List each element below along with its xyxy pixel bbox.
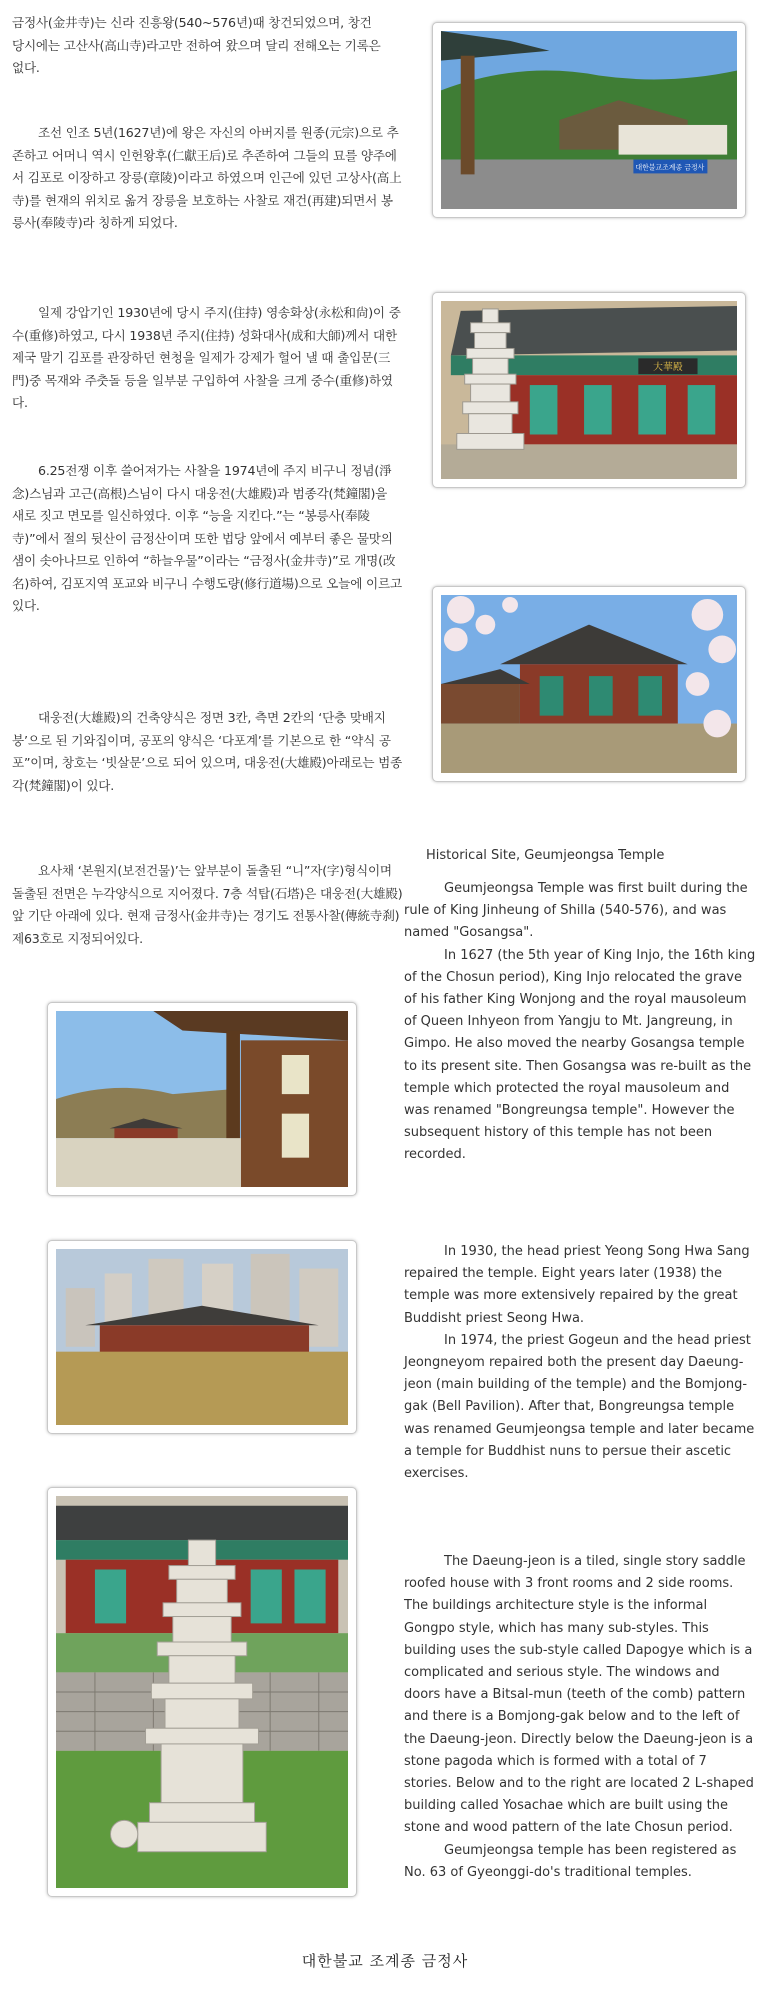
english-paragraph: In 1974, the priest Gogeun and the head priest Jeongneyom repaired both the present day Daeung-jeon (main building of the temple) and the Bomjong-gak (Bell Pavilion). After that, Bongreungsa temple was renamed Geumjeongsa temple and later became a temple for Buddhist nuns to persue their ascetic exercises. — [404, 1332, 755, 1482]
photo-side-building — [47, 1002, 357, 1196]
korean-paragraph-5: 대웅전(大雄殿)의 건축양식은 정면 3칸, 측면 2칸의 ‘단층 맞배지붕’으로 된 기와집이며, 공포의 양식은 ‘다포계’를 기본으로 한 “약식 공포”이며, 창호는 ‘빗살문’으로 되어 있으며, 대웅전(大雄殿)아래로는 범종각(梵鐘閣)이 있다. — [12, 710, 403, 793]
photo-stone-pagoda — [47, 1487, 357, 1897]
english-block-1 — [404, 878, 756, 1167]
photo-hall-blossoms — [432, 586, 746, 782]
gate-sign-text: 대한불교조계종 금정사 — [635, 163, 705, 172]
photo-temple-gate — [432, 22, 746, 218]
korean-paragraph-2: 조선 인조 5년(1627년)에 왕은 자신의 아버지를 원종(元宗)으로 추존하고 어머니 역시 인헌왕후(仁獻王后)로 추존하여 그들의 묘를 양주에서 김포로 이장하고 장릉(章陵)이라고 하였으며 인근에 있던 고상사(高上寺)를 현재의 위치로 옮겨 장릉을 보호하는 사찰로 재건(再建)되면서 봉릉사(奉陵寺)라 칭하게 되었다. — [12, 125, 402, 230]
korean-paragraph-3: 일제 강압기인 1930년에 당시 주지(住持) 영송화상(永松和尙)이 중수(重修)하였고, 다시 1938년 주지(住持) 성화대사(成和大師)께서 대한제국 말기 김포를 관장하던 현청을 일제가 강제가 헐어 낼 때 출입문(三門)중 목재와 주춧돌 등을 일부분 구입하여 사찰을 크게 중수(重修)하였다. — [12, 305, 401, 410]
hall-signboard-text: 大華殿 — [653, 362, 683, 374]
english-paragraph: In 1627 (the 5th year of King Injo, the 16th king of the Chosun period), King Injo relocated the grave of his father King Wonjong and the royal mausoleum of Queen Inhyeon from Yangju to Mt. Jangreung, in Gimpo. He also moved the nearby Gosangsa temple to its present site. Then Gosangsa was re-built as the temple which protected the royal mausoleum and was renamed "Bongreungsa temple". However the subsequent history of this temple has not been recorded. — [404, 947, 756, 1163]
english-block-2 — [404, 1241, 756, 1485]
english-block-3 — [404, 1551, 756, 1884]
photo-main-hall-pagoda — [432, 292, 746, 488]
english-paragraph: Geumjeongsa temple has been registered as No. 63 of Gyeonggi-do's traditional temples. — [404, 1842, 737, 1880]
english-paragraph: Geumjeongsa Temple was first built during the rule of King Jinheung of Shilla (540-576), and was named "Gosangsa". — [404, 881, 748, 941]
english-title: Historical Site, Geumjeongsa Temple — [426, 848, 665, 863]
photo-hall-apartments — [47, 1240, 357, 1434]
english-paragraph: The Daeung-jeon is a tiled, single story saddle roofed house with 3 front rooms and 2 side rooms. The buildings architecture style is the informal Gongpo style, which has many sub-styles. This building uses the sub-style called Dapogye which is a complicated and serious style. The windows and doors have a Bitsal-mun (teeth of the comb) pattern and there is a Bomjong-gak below and to the left of the Daeung-jeon. Directly below the Daeung-jeon is a stone pagoda which is formed with a total of 7 stories. Below and to the right are located 2 L-shaped building called Yosachae which are built using the stone and wood pattern of the late Chosun period. — [404, 1554, 754, 1836]
footer-title: 대한불교 조계종 금정사 — [301, 1952, 469, 1970]
english-paragraph: In 1930, the head priest Yeong Song Hwa Sang repaired the temple. Eight years later (1938) the temple was more extensively repaired by the great Buddisht priest Seong Hwa. — [404, 1244, 750, 1326]
korean-paragraph-6: 요사채 ‘본원지(보전건물)’는 앞부분이 돌출된 “니”자(字)형식이며 돌출된 전면은 누각양식으로 지어졌다. 7층 석탑(石塔)은 대웅전(大雄殿)앞 기단 아래에 있다. 현재 금정사(金井寺)는 경기도 전통사찰(傳統寺刹) 제63호로 지정되어있다. — [12, 863, 403, 946]
korean-paragraph-1: 금정사(金井寺)는 신라 진흥왕(540~576년)때 창건되었으며, 창건 당시에는 고산사(高山寺)라고만 전하여 왔으며 달리 전해오는 기록은 없다. — [12, 15, 381, 75]
korean-paragraph-4: 6.25전쟁 이후 쓸어져가는 사찰을 1974년에 주지 비구니 정념(淨念)스님과 고근(高根)스님이 다시 대웅전(大雄殿)과 범종각(梵鐘閣)을 새로 짓고 면모를 일신하였다. 이후 “능을 지킨다.”는 “봉릉사(奉陵寺)”에서 절의 뒷산이 금정산이며 또한 법당 앞에서 예부터 좋은 물맛의 샘이 솟아나므로 인하여 “하늘우물”이라는 “금정사(金井寺)”로 개명(改名)하여, 김포지역 포교와 비구니 수행도량(修行道場)으로 오늘에 이르고 있다. — [12, 463, 402, 613]
